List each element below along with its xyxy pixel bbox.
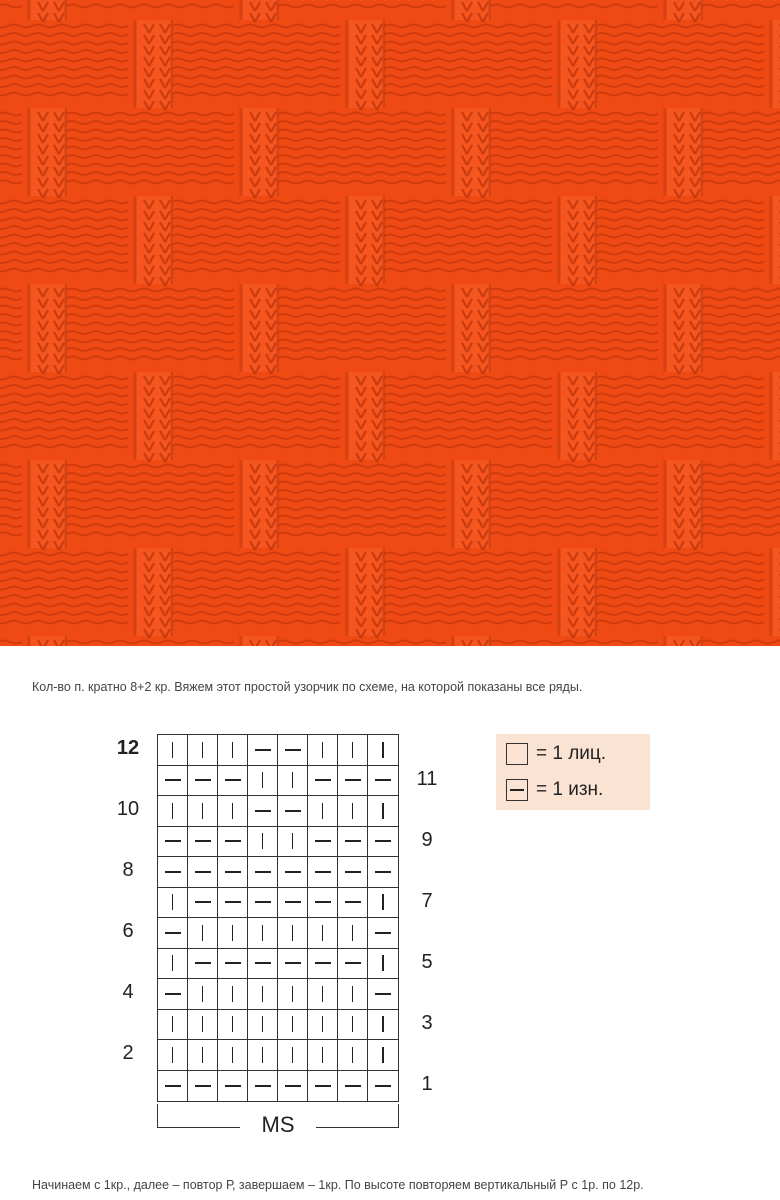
purl-stitch-cell <box>338 827 368 858</box>
knit-stitch-cell <box>158 735 188 766</box>
knit-stitch-cell <box>278 1040 308 1071</box>
purl-stitch-cell <box>248 949 278 980</box>
knit-mark-icon <box>262 1016 264 1032</box>
purl-stitch-cell <box>158 827 188 858</box>
knit-stitch-cell <box>308 918 338 949</box>
purl-mark-icon <box>315 840 331 842</box>
knit-mark-icon <box>232 1016 234 1032</box>
knit-mark-icon <box>292 986 294 1002</box>
knit-stitch-cell <box>158 888 188 919</box>
purl-mark-icon <box>315 871 331 873</box>
knit-mark-icon <box>352 1016 354 1032</box>
knit-stitch-cell <box>368 949 398 980</box>
purl-mark-icon <box>195 1085 211 1087</box>
knit-mark-icon <box>232 1047 234 1063</box>
purl-stitch-cell <box>218 1071 248 1102</box>
purl-stitch-cell <box>188 857 218 888</box>
knit-mark-icon <box>172 1016 174 1032</box>
purl-stitch-cell <box>158 766 188 797</box>
purl-mark-icon <box>255 749 271 751</box>
purl-mark-icon <box>345 779 361 781</box>
row-number-10: 10 <box>116 798 140 820</box>
knit-mark-icon <box>262 986 264 1002</box>
knit-stitch-cell <box>158 796 188 827</box>
purl-mark-icon <box>165 932 181 934</box>
knit-stitch-cell <box>158 949 188 980</box>
purl-stitch-cell <box>188 888 218 919</box>
knit-mark-icon <box>382 803 384 819</box>
purl-stitch-cell <box>248 796 278 827</box>
knit-stitch-cell <box>368 796 398 827</box>
purl-stitch-cell <box>308 766 338 797</box>
knit-mark-icon <box>322 1047 324 1063</box>
knit-mark-icon <box>262 833 264 849</box>
legend-purl-label: = 1 изн. <box>536 779 604 800</box>
purl-stitch-cell <box>158 918 188 949</box>
knit-stitch-cell <box>188 1010 218 1041</box>
knit-stitch-cell <box>308 979 338 1010</box>
purl-stitch-cell <box>338 949 368 980</box>
knit-stitch-cell <box>158 1010 188 1041</box>
knit-mark-icon <box>292 925 294 941</box>
knit-mark-icon <box>232 986 234 1002</box>
knit-stitch-cell <box>368 888 398 919</box>
purl-mark-icon <box>285 901 301 903</box>
purl-stitch-cell <box>188 827 218 858</box>
purl-mark-icon <box>255 962 271 964</box>
knit-stitch-cell <box>308 796 338 827</box>
knit-stitch-cell <box>278 827 308 858</box>
knit-mark-icon <box>172 742 174 758</box>
purl-stitch-cell <box>278 735 308 766</box>
knit-stitch-cell <box>188 918 218 949</box>
knit-mark-icon <box>172 894 174 910</box>
knit-mark-icon <box>172 955 174 971</box>
knit-stitch-cell <box>338 735 368 766</box>
legend-knit-label: = 1 лиц. <box>536 743 607 764</box>
knit-stitch-cell <box>188 735 218 766</box>
knitting-chart <box>100 728 460 1148</box>
knit-mark-icon <box>202 986 204 1002</box>
purl-mark-icon <box>165 1085 181 1087</box>
knit-mark-icon <box>202 1047 204 1063</box>
purl-mark-icon <box>255 1085 271 1087</box>
purl-stitch-cell <box>368 827 398 858</box>
purl-mark-icon <box>225 1085 241 1087</box>
purl-mark-icon <box>285 1085 301 1087</box>
knit-stitch-cell <box>308 735 338 766</box>
purl-stitch-cell <box>248 888 278 919</box>
knit-mark-icon <box>352 1047 354 1063</box>
row-number-4: 4 <box>122 981 134 1003</box>
repeat-label: MS <box>240 1112 316 1138</box>
purl-stitch-cell <box>368 1071 398 1102</box>
purl-mark-icon <box>195 871 211 873</box>
knit-stitch-cell <box>338 796 368 827</box>
purl-mark-icon <box>315 1085 331 1087</box>
purl-mark-icon <box>375 871 391 873</box>
knit-stitch-cell <box>338 1040 368 1071</box>
knit-stitch-cell <box>218 979 248 1010</box>
knit-mark-icon <box>262 1047 264 1063</box>
knit-stitch-cell <box>218 918 248 949</box>
knit-mark-icon <box>382 894 384 910</box>
knit-mark-icon <box>352 986 354 1002</box>
purl-mark-icon <box>225 779 241 781</box>
purl-mark-icon <box>195 962 211 964</box>
knit-mark-icon <box>202 742 204 758</box>
knit-mark-icon <box>262 925 264 941</box>
knit-mark-icon <box>322 986 324 1002</box>
knit-stitch-cell <box>278 766 308 797</box>
purl-mark-icon <box>165 993 181 995</box>
purl-stitch-cell <box>218 857 248 888</box>
purl-mark-icon <box>225 840 241 842</box>
purl-stitch-cell <box>368 979 398 1010</box>
knit-mark-icon <box>172 803 174 819</box>
knit-stitch-cell <box>338 979 368 1010</box>
purl-stitch-cell <box>338 1071 368 1102</box>
purl-stitch-cell <box>308 888 338 919</box>
purl-mark-icon <box>165 871 181 873</box>
purl-symbol-icon <box>506 779 528 801</box>
purl-mark-icon <box>315 962 331 964</box>
purl-mark-icon <box>375 932 391 934</box>
knit-stitch-cell <box>158 1040 188 1071</box>
purl-mark-icon <box>345 962 361 964</box>
knit-stitch-cell <box>368 1010 398 1041</box>
row-number-9: 9 <box>421 828 433 851</box>
row-number-12: 12 <box>116 737 140 759</box>
row-number-3: 3 <box>421 1011 433 1034</box>
knit-stitch-cell <box>248 918 278 949</box>
purl-mark-icon <box>195 840 211 842</box>
purl-stitch-cell <box>188 766 218 797</box>
knit-mark-icon <box>292 833 294 849</box>
knit-mark-icon <box>322 742 324 758</box>
knit-stitch-cell <box>308 1010 338 1041</box>
knit-mark-icon <box>232 742 234 758</box>
legend <box>496 734 650 810</box>
purl-stitch-cell <box>188 1071 218 1102</box>
knit-mark-icon <box>322 803 324 819</box>
purl-stitch-cell <box>368 766 398 797</box>
knit-mark-icon <box>352 925 354 941</box>
purl-stitch-cell <box>308 827 338 858</box>
purl-stitch-cell <box>218 766 248 797</box>
knit-mark-icon <box>382 1047 384 1063</box>
purl-mark-icon <box>255 810 271 812</box>
knit-stitch-cell <box>248 1040 278 1071</box>
purl-stitch-cell <box>218 827 248 858</box>
knit-mark-icon <box>382 1016 384 1032</box>
purl-stitch-cell <box>338 888 368 919</box>
purl-stitch-cell <box>158 1071 188 1102</box>
purl-mark-icon <box>285 749 301 751</box>
row-number-7: 7 <box>421 889 433 912</box>
knit-stitch-cell <box>278 918 308 949</box>
knit-mark-icon <box>322 1016 324 1032</box>
knit-mark-icon <box>292 772 294 788</box>
knit-stitch-cell <box>368 1040 398 1071</box>
purl-stitch-cell <box>248 1071 278 1102</box>
purl-mark-icon <box>345 871 361 873</box>
legend-knit <box>506 740 606 768</box>
knit-mark-icon <box>352 803 354 819</box>
purl-mark-icon <box>345 901 361 903</box>
purl-mark-icon <box>285 962 301 964</box>
knit-mark-icon <box>382 955 384 971</box>
knit-mark-icon <box>322 925 324 941</box>
purl-stitch-cell <box>308 949 338 980</box>
row-number-6: 6 <box>122 920 134 942</box>
knit-stitch-cell <box>248 1010 278 1041</box>
knit-stitch-cell <box>368 735 398 766</box>
knit-stitch-cell <box>338 1010 368 1041</box>
purl-mark-icon <box>375 1085 391 1087</box>
legend-purl <box>506 776 603 804</box>
row-number-8: 8 <box>122 859 134 881</box>
purl-stitch-cell <box>368 918 398 949</box>
purl-stitch-cell <box>248 735 278 766</box>
knit-stitch-cell <box>188 1040 218 1071</box>
purl-stitch-cell <box>158 979 188 1010</box>
knit-stitch-cell <box>188 979 218 1010</box>
purl-mark-icon <box>255 901 271 903</box>
knit-mark-icon <box>292 1016 294 1032</box>
knit-mark-icon <box>262 772 264 788</box>
knit-stitch-cell <box>218 796 248 827</box>
purl-mark-icon <box>285 810 301 812</box>
knit-stitch-cell <box>218 1040 248 1071</box>
purl-mark-icon <box>315 901 331 903</box>
knit-stitch-cell <box>248 766 278 797</box>
purl-mark-icon <box>195 779 211 781</box>
purl-stitch-cell <box>158 857 188 888</box>
knit-mark-icon <box>202 925 204 941</box>
purl-mark-icon <box>345 1085 361 1087</box>
purl-stitch-cell <box>188 949 218 980</box>
knit-stitch-cell <box>278 1010 308 1041</box>
purl-stitch-cell <box>308 1071 338 1102</box>
purl-stitch-cell <box>278 949 308 980</box>
knit-stitch-cell <box>308 1040 338 1071</box>
purl-mark-icon <box>165 840 181 842</box>
purl-mark-icon <box>315 779 331 781</box>
row-number-1: 1 <box>421 1072 433 1095</box>
purl-mark-icon <box>225 901 241 903</box>
knit-mark-icon <box>202 803 204 819</box>
purl-stitch-cell <box>278 796 308 827</box>
knit-mark-icon <box>232 925 234 941</box>
row-number-5: 5 <box>421 950 433 973</box>
knit-stitch-cell <box>248 827 278 858</box>
purl-mark-icon <box>375 779 391 781</box>
knit-stitch-cell <box>338 918 368 949</box>
knit-mark-icon <box>172 1047 174 1063</box>
knit-stitch-cell <box>218 735 248 766</box>
row-number-2: 2 <box>122 1042 134 1064</box>
purl-stitch-cell <box>218 888 248 919</box>
purl-mark-icon <box>345 840 361 842</box>
purl-mark-icon <box>375 840 391 842</box>
purl-stitch-cell <box>368 857 398 888</box>
purl-stitch-cell <box>338 766 368 797</box>
purl-mark-icon <box>195 901 211 903</box>
knit-stitch-cell <box>188 796 218 827</box>
purl-stitch-cell <box>278 1071 308 1102</box>
purl-mark-icon <box>285 871 301 873</box>
purl-stitch-cell <box>248 857 278 888</box>
knit-stitch-cell <box>218 1010 248 1041</box>
knit-mark-icon <box>382 742 384 758</box>
intro-text: Кол-во п. кратно 8+2 кр. Вяжем этот простой узорчик по схеме, на которой показаны все ряды. <box>32 680 583 694</box>
knit-mark-icon <box>352 742 354 758</box>
purl-mark-icon <box>255 871 271 873</box>
purl-mark-icon <box>375 993 391 995</box>
knit-mark-icon <box>232 803 234 819</box>
purl-stitch-cell <box>338 857 368 888</box>
knit-mark-icon <box>292 1047 294 1063</box>
purl-stitch-cell <box>218 949 248 980</box>
chart-grid <box>157 734 399 1102</box>
knit-mark-icon <box>202 1016 204 1032</box>
knit-stitch-cell <box>278 979 308 1010</box>
knit-stitch-cell <box>248 979 278 1010</box>
purl-stitch-cell <box>278 888 308 919</box>
knit-symbol-icon <box>506 743 528 765</box>
purl-stitch-cell <box>308 857 338 888</box>
purl-stitch-cell <box>278 857 308 888</box>
footer-text: Начинаем с 1кр., далее – повтор Р, завершаем – 1кр. По высоте повторяем вертикальный Р с 1р. по 12р. <box>32 1178 644 1192</box>
purl-mark-icon <box>165 779 181 781</box>
row-number-11: 11 <box>416 767 438 790</box>
purl-mark-icon <box>225 962 241 964</box>
purl-mark-icon <box>225 871 241 873</box>
